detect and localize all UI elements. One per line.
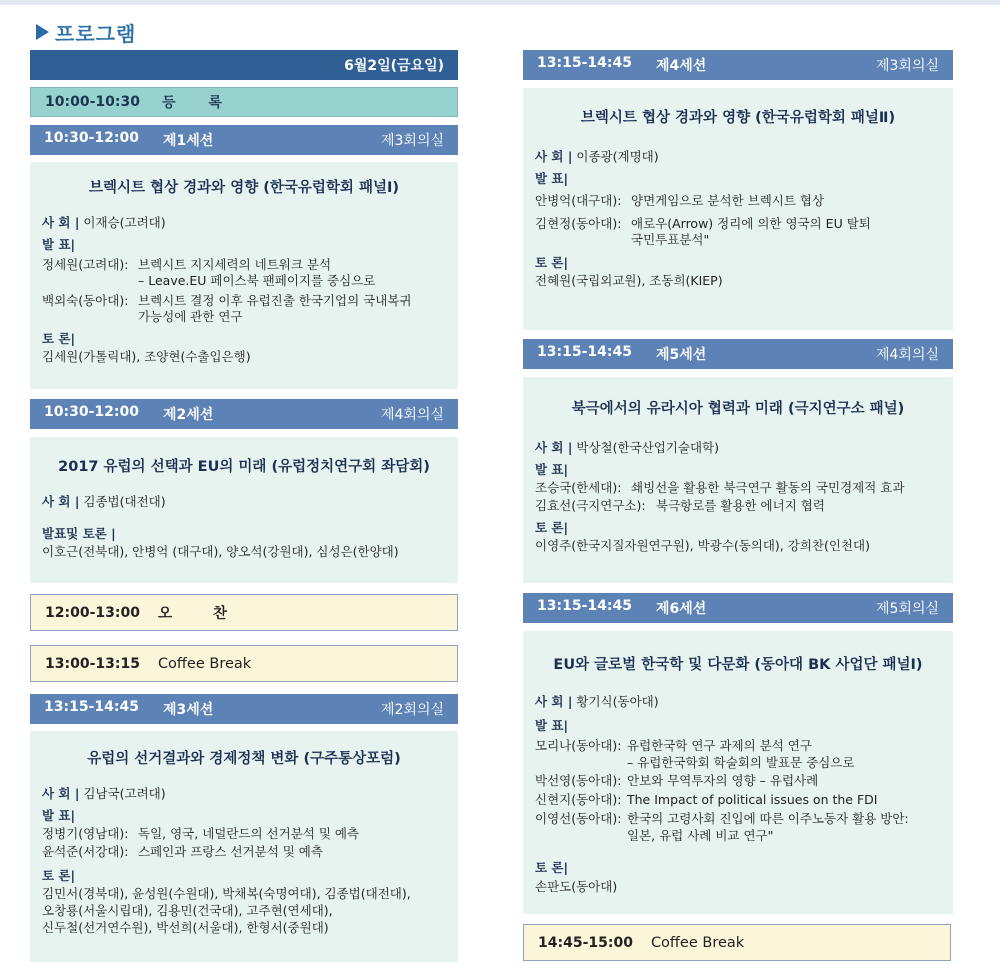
session-3-title: 유럽의 선거결과와 경제정책 변화 (구주통상포럼) (87, 751, 401, 767)
session-1-time: 10:30-12:00 (44, 130, 139, 146)
top-strip (0, 0, 1000, 5)
presenter-2-topic: 북극항로를 활용한 에너지 협력 (656, 498, 825, 513)
presenter-4-topic-sub: 일본, 유럽 사례 비교 연구" (627, 828, 774, 843)
session-4-title: 브렉시트 협상 경과와 영향 (한국유럽학회 패널Ⅱ) (580, 110, 896, 126)
session-1-header (30, 125, 458, 155)
presenter-2-topic: 스페인과 프랑스 선거분석 및 예측 (138, 844, 323, 859)
page-title-text: 프로그램 (55, 21, 137, 46)
page-title (36, 16, 136, 48)
coffee-time: 13:00-13:15 (45, 655, 140, 672)
presenter-1-topic: 유럽한국학 연구 과제의 분석 연구 (627, 738, 812, 753)
session-5-time: 13:15-14:45 (537, 344, 632, 360)
panelists: 이호근(전북대), 안병억 (대구대), 양오석(강원대), 심성은(한양대) (42, 544, 399, 559)
presenter-1-topic-sub: – 유럽한국학회 학술회의 발표문 중심으로 (627, 755, 855, 770)
presentation-label: 발 표| (42, 237, 76, 252)
coffee-break-bar-2 (523, 924, 951, 961)
discussants-line-2: 오창룡(서울시립대), 김용민(건국대), 고주현(연세대), (42, 903, 333, 918)
session-4-header (523, 50, 953, 80)
session-2-header (30, 399, 458, 429)
session-3-box (30, 731, 458, 962)
session-4-box (523, 88, 953, 330)
moderator-label: 사 회 | (535, 149, 573, 164)
presenter-1-topic: 양면게임으로 분석한 브렉시트 협상 (631, 193, 825, 208)
presenter-1-name: 조승국(한세대): (535, 480, 622, 495)
registration-time: 10:00-10:30 (45, 94, 140, 110)
moderator-label: 사 회 | (42, 786, 80, 801)
session-5-box (523, 377, 953, 583)
presentation-label: 발 표| (535, 718, 569, 733)
coffee-label: Coffee Break (157, 655, 252, 672)
presenter-2-topic: 안보와 무역투자의 영향 – 유럽사례 (627, 773, 819, 788)
presenter-2-topic: 애로우(Arrow) 정리에 의한 영국의 EU 탈퇴 (631, 216, 871, 231)
session-3-room: 제2회의실 (380, 702, 444, 718)
discussion-label: 토 론| (535, 520, 569, 535)
session-6-time: 13:15-14:45 (537, 598, 632, 614)
session-1-name: 제1세션 (162, 133, 214, 149)
discussants-line-1: 김민서(경북대), 윤성원(수원대), 박채복(숙명여대), 김종법(대전대), (42, 886, 411, 901)
registration-label: 등 록 (161, 95, 236, 111)
presenter-1-name: 정세원(고려대): (42, 257, 129, 272)
session-2-time: 10:30-12:00 (44, 404, 139, 420)
session-5-name: 제5세션 (655, 347, 707, 363)
presenter-2-name: 김현정(동아대): (535, 216, 622, 231)
lunch-label: 오 찬 (157, 606, 245, 622)
presenter-2-name: 백외숙(동아대): (42, 293, 129, 308)
session-3-time: 13:15-14:45 (44, 699, 139, 715)
session-4-room: 제3회의실 (875, 58, 939, 74)
presentation-label: 발 표| (535, 462, 569, 477)
discussants: 손판도(동아대) (535, 879, 618, 894)
session-6-box (523, 631, 953, 914)
date-label: 6월2일(금요일) (344, 58, 444, 74)
lunch-bar (30, 594, 458, 631)
registration-bar (30, 87, 458, 117)
presenter-1-name: 정병기(영남대): (42, 826, 129, 841)
presenter-1-name: 모리나(동아대): (535, 738, 622, 753)
moderator-label: 사 회 | (42, 215, 80, 230)
moderator: 박상철(한국산업기술대학) (576, 440, 719, 455)
session-2-room: 제4회의실 (380, 407, 444, 423)
discussion-label: 토 론| (535, 860, 569, 875)
moderator: 김종법(대전대) (83, 494, 166, 509)
presenter-2-topic: 브렉시트 결정 이후 유럽진출 한국기업의 국내복귀 (138, 293, 412, 308)
moderator: 김남국(고려대) (83, 786, 166, 801)
session-5-header (523, 339, 953, 369)
moderator: 황기식(동아대) (576, 694, 659, 709)
presenter-3-topic: The Impact of political issues on the FDI (627, 792, 878, 807)
presenter-1-topic: 브렉시트 지지세력의 네트워크 분석 (138, 257, 332, 272)
session-5-room: 제4회의실 (875, 347, 939, 363)
presenter-3-name: 신현지(동아대): (535, 792, 622, 807)
moderator: 이재승(고려대) (83, 215, 166, 230)
discussants: 김세원(가톨릭대), 조양현(수출입은행) (42, 349, 251, 364)
presenter-1-topic: 독일, 영국, 네덜란드의 선거분석 및 예측 (138, 826, 360, 841)
presentation-discussion-label: 발표및 토론 | (42, 526, 116, 541)
session-6-title: EU와 글로벌 한국학 및 다문화 (동아대 BK 사업단 패널Ⅰ) (553, 657, 923, 673)
discussion-label: 토 론| (42, 331, 76, 346)
presenter-1-topic: 쇄빙선을 활용한 북극연구 활동의 국민경제적 효과 (631, 480, 905, 495)
presenter-4-name: 이영선(동아대): (535, 811, 622, 826)
session-4-name: 제4세션 (655, 58, 707, 74)
presentation-label: 발 표| (535, 171, 569, 186)
triangle-bullet-icon (36, 24, 49, 40)
discussants-line-3: 신두철(선거연수원), 박선희(서울대), 한형서(중원대) (42, 920, 329, 935)
moderator: 이종광(계명대) (576, 149, 659, 164)
presenter-1-name: 안병억(대구대): (535, 193, 622, 208)
session-2-title: 2017 유럽의 선택과 EU의 미래 (유럽정치연구회 좌담회) (58, 459, 430, 475)
session-6-name: 제6세션 (655, 601, 707, 617)
presenter-2-name: 윤석준(서강대): (42, 844, 129, 859)
session-4-time: 13:15-14:45 (537, 55, 632, 71)
presenter-2-name: 김효선(극지연구소): (535, 498, 646, 513)
moderator-label: 사 회 | (42, 494, 80, 509)
discussion-label: 토 론| (42, 868, 76, 883)
presenter-4-topic: 한국의 고령사회 진입에 따른 이주노동자 활용 방안: (627, 811, 909, 826)
session-3-header (30, 694, 458, 724)
session-1-room: 제3회의실 (380, 133, 444, 149)
session-6-room: 제5회의실 (875, 601, 939, 617)
moderator-label: 사 회 | (535, 440, 573, 455)
discussion-label: 토 론| (535, 255, 569, 270)
presenter-2-name: 박선영(동아대): (535, 773, 622, 788)
date-header (30, 50, 458, 80)
lunch-time: 12:00-13:00 (45, 604, 140, 621)
session-6-header (523, 593, 953, 623)
coffee-time: 14:45-15:00 (538, 934, 633, 951)
discussants: 전혜원(국립외교원), 조동희(KIEP) (535, 273, 723, 288)
session-3-name: 제3세션 (162, 702, 214, 718)
session-1-title: 브렉시트 협상 경과와 영향 (한국유럽학회 패널Ⅰ) (88, 180, 400, 196)
session-2-name: 제2세션 (162, 407, 214, 423)
presenter-1-topic-sub: – Leave.EU 페이스북 팬페이지를 중심으로 (138, 273, 376, 288)
presenter-2-topic-sub: 가능성에 관한 연구 (138, 309, 243, 324)
presenter-2-topic-sub: 국민투표분석" (631, 232, 710, 247)
session-1-box (30, 162, 458, 389)
presentation-label: 발 표| (42, 808, 76, 823)
coffee-break-bar (30, 645, 458, 682)
session-5-title: 북극에서의 유라시아 협력과 미래 (극지연구소 패널) (571, 401, 905, 417)
moderator-label: 사 회 | (535, 694, 573, 709)
session-2-box (30, 437, 458, 583)
coffee-label: Coffee Break (650, 934, 745, 951)
discussants: 이영주(한국지질자원연구원), 박광수(동의대), 강희찬(인천대) (535, 538, 870, 553)
